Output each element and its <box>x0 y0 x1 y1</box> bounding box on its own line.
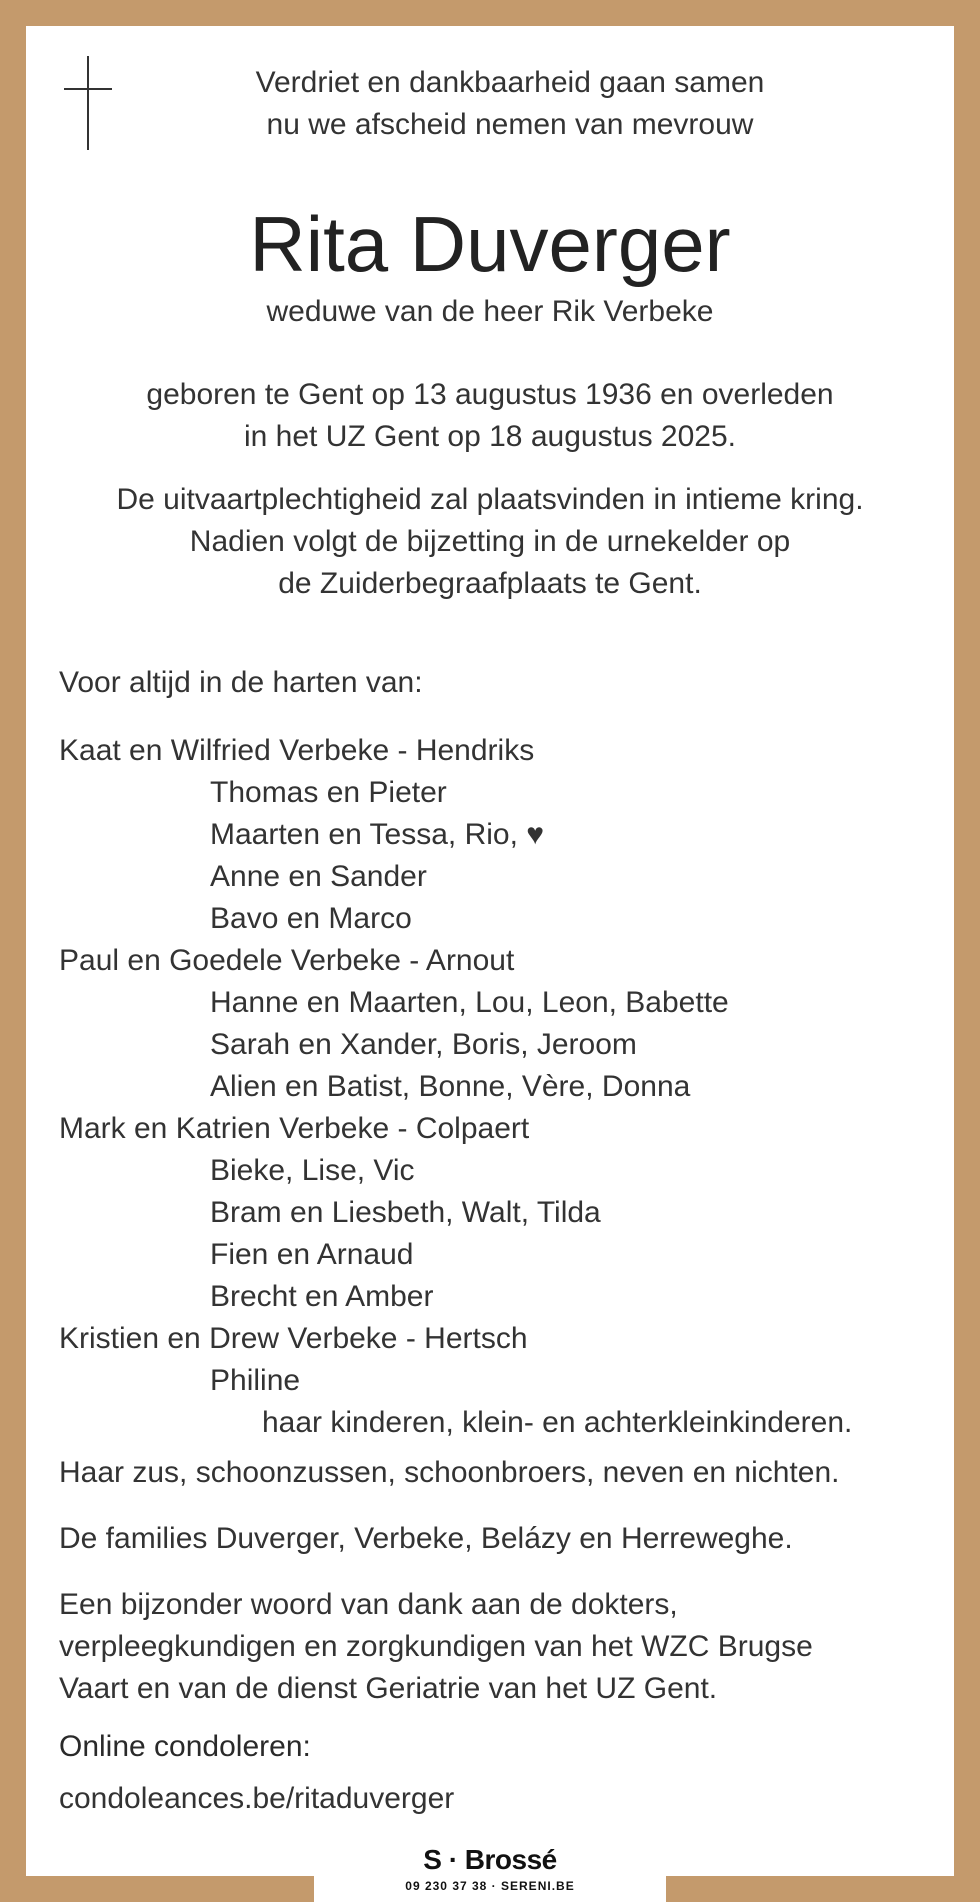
family-member: Thomas en Pieter <box>210 776 447 809</box>
ceremony-line-3: de Zuiderbegraafplaats te Gent. <box>278 567 702 600</box>
thanks-line-3: Vaart en van de dienst Geriatrie van het UZ Gent. <box>59 1672 718 1705</box>
family-list <box>59 730 949 1444</box>
family-member: Maarten en Tessa, Rio, ♥ <box>210 818 545 851</box>
intro-line-1: Verdriet en dankbaarheid gaan samen <box>255 66 765 99</box>
family-member: Fien en Arnaud <box>210 1238 414 1271</box>
thanks-line-1: Een bijzonder woord van dank aan de dokters, <box>59 1588 678 1621</box>
deceased-name: Rita Duverger <box>249 200 731 288</box>
funeral-home-contact: 09 230 37 38 · SERENI.BE <box>405 1879 575 1893</box>
thanks-line-2: verpleegkundigen en zorgkundigen van het WZC Brugse <box>59 1630 813 1663</box>
family-closing: haar kinderen, klein- en achterkleinkinderen. <box>262 1406 853 1439</box>
widow-of-text: weduwe van de heer Rik Verbeke <box>266 295 714 328</box>
family-member: Mark en Katrien Verbeke - Colpaert <box>59 1112 530 1145</box>
family-member: Hanne en Maarten, Lou, Leon, Babette <box>210 986 729 1019</box>
ceremony-text <box>26 479 954 605</box>
ceremony-line-2: Nadien volgt de bijzetting in de urnekelder op <box>189 525 791 558</box>
intro-text <box>26 62 954 146</box>
obituary-card <box>26 26 954 1876</box>
intro-line-2: nu we afscheid nemen van mevrouw <box>266 108 754 141</box>
death-line: in het UZ Gent op 18 augustus 2025. <box>244 420 736 453</box>
condolences-title: Online condoleren: <box>59 1730 311 1763</box>
thanks-text <box>59 1584 949 1710</box>
family-member: Brecht en Amber <box>210 1280 434 1313</box>
family-member: Alien en Batist, Bonne, Vère, Donna <box>210 1070 691 1103</box>
funeral-home-logo: S · Brossé <box>423 1844 557 1875</box>
family-member: Bram en Liesbeth, Walt, Tilda <box>210 1196 601 1229</box>
family-member: Kaat en Wilfried Verbeke - Hendriks <box>59 734 535 767</box>
family-member: Paul en Goedele Verbeke - Arnout <box>59 944 515 977</box>
birth-line: geboren te Gent op 13 augustus 1936 en overleden <box>146 378 834 411</box>
condolences-link[interactable]: condoleances.be/ritaduverger <box>59 1782 455 1815</box>
family-member: Bavo en Marco <box>210 902 412 935</box>
birth-death-text <box>26 374 954 458</box>
family-member: Sarah en Xander, Boris, Jeroom <box>210 1028 637 1061</box>
relatives-text: Haar zus, schoonzussen, schoonbroers, neven en nichten. <box>59 1456 840 1489</box>
family-member: Kristien en Drew Verbeke - Hertsch <box>59 1322 528 1355</box>
family-member: Anne en Sander <box>210 860 427 893</box>
funeral-home-footer <box>314 1830 666 1902</box>
family-intro: Voor altijd in de harten van: <box>59 666 423 699</box>
ceremony-line-1: De uitvaartplechtigheid zal plaatsvinden in intieme kring. <box>116 483 864 516</box>
family-member: Philine <box>210 1364 301 1397</box>
families-text: De families Duverger, Verbeke, Belázy en Herreweghe. <box>59 1522 793 1555</box>
family-member: Bieke, Lise, Vic <box>210 1154 415 1187</box>
